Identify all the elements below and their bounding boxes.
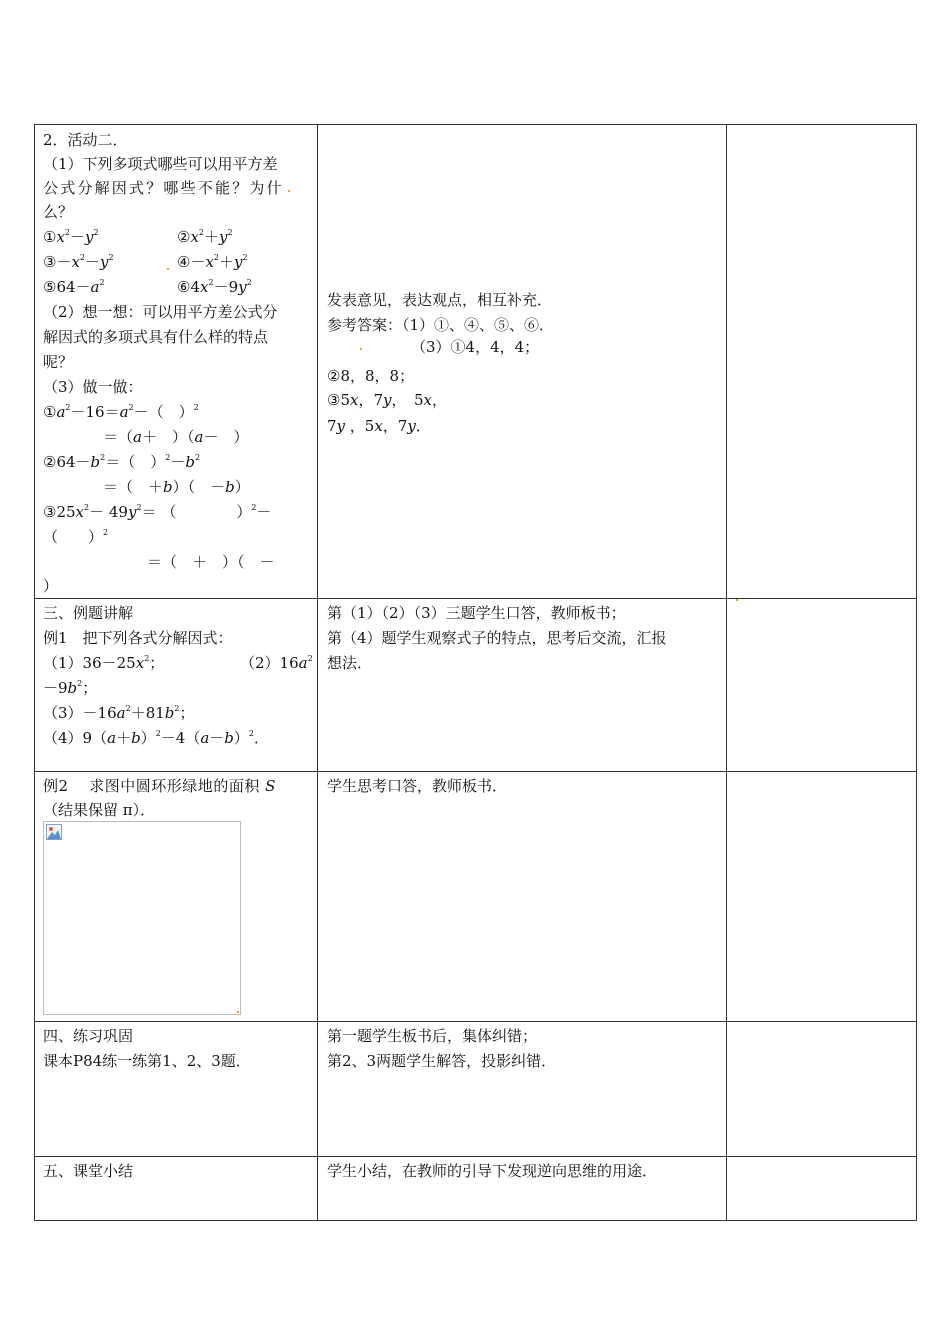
poly-1: $①x^2-y^2$: [43, 228, 99, 246]
row-summary: [35, 1157, 917, 1221]
example1-item2b: $-9b^2$；: [43, 679, 98, 697]
row3-middle-cell: [318, 772, 727, 1022]
q2-line2: 解因式的多项式具有什么样的特点: [43, 328, 269, 346]
stray-mark: [736, 599, 738, 601]
row-examples: [35, 599, 917, 772]
example2-prompt: 例2 求图中圆环形绿地的面积 S: [43, 777, 276, 795]
poly-4: $④-x^2+y^2$: [177, 253, 248, 271]
example2-note: （结果保留 π）．: [43, 801, 156, 819]
exercise-2b: ＝（ ＋b）（ －b）: [103, 478, 250, 496]
example2-method: 学生思考口答，教师板书．: [327, 777, 508, 795]
answer-3-2: ②8，8，8；: [327, 367, 415, 385]
row1-left-cell: [35, 125, 318, 599]
summary-method: 学生小结，在教师的引导下发现逆向思维的用途．: [327, 1162, 658, 1180]
row5-middle-cell: [318, 1157, 727, 1221]
q1-line2: 公式分解因式？哪些不能？为什: [43, 179, 284, 197]
row4-middle-cell: [318, 1022, 727, 1157]
activity-heading: 2．活动二．: [43, 131, 128, 149]
row5-right-cell: [727, 1157, 917, 1221]
poly-5: $⑤64-a^2$: [43, 278, 105, 296]
q1-line1: （1）下列多项式哪些可以用平方差: [43, 155, 278, 173]
stray-mark: [167, 268, 169, 270]
broken-image-icon: [46, 824, 62, 840]
row3-left-cell: [35, 772, 318, 1022]
ring-figure-image: [43, 821, 241, 1015]
row5-left-cell: [35, 1157, 318, 1221]
answer-3-1: （3）①4，4，4；: [411, 338, 540, 356]
row4-left-cell: [35, 1022, 318, 1157]
discussion-note: 发表意见，表达观点，相互补充．: [327, 291, 553, 309]
practice-assignment: 课本P84练一练第1、2、3题．: [43, 1052, 251, 1070]
example1-method-3: 想法．: [327, 654, 373, 672]
example1-method-2: 第（4）题学生观察式子的特点，思考后交流，汇报: [327, 629, 667, 647]
poly-2: $②x^2+y^2$: [177, 228, 233, 246]
exercise-3a: $③25x^2- 49y^2=$ （ ）$^2$－: [43, 503, 272, 521]
answer-3-3b: 7y ，5x，7y．: [327, 417, 431, 435]
answer-1: 参考答案：（1）①、④、⑤、⑥．: [327, 316, 555, 334]
exercise-1b: ＝（a＋ ）（a－ ）: [103, 428, 249, 446]
example1-item2a: $(2)16a^2$: [240, 654, 313, 672]
row4-right-cell: [727, 1022, 917, 1157]
q2-line1: （2）想一想：可以用平方差公式分: [43, 303, 278, 321]
stray-mark: [360, 348, 362, 350]
poly-3: $③-x^2-y^2$: [43, 253, 114, 271]
stray-mark: [288, 190, 290, 192]
row2-middle-cell: [318, 599, 727, 772]
row-activity-two: [35, 125, 917, 599]
stray-mark: [237, 1011, 239, 1013]
row1-middle-cell: [318, 125, 727, 599]
section-examples-title: 三、例题讲解: [43, 604, 134, 622]
exercise-1a: $①a^2-16=a^2-$（ ）$^2$: [43, 403, 199, 421]
row1-right-cell: [727, 125, 917, 599]
example1-method-1: 第（1）（2）（3）三题学生口答，教师板书；: [327, 604, 626, 622]
example1-item1: $(1)36-25x^2$；: [43, 654, 165, 672]
lesson-plan-table: [34, 124, 917, 1221]
row3-right-cell: [727, 772, 917, 1022]
q2-line3: 呢？: [43, 353, 74, 371]
example1-item4: $(4)9(a+b)^2-4(a-b)^2$．: [43, 729, 270, 747]
practice-method-1: 第一题学生板书后，集体纠错；: [327, 1027, 538, 1045]
poly-6: $⑥4x^2-9y^2$: [177, 278, 252, 296]
practice-method-2: 第2、3两题学生解答，投影纠错．: [327, 1052, 557, 1070]
row2-left-cell: [35, 599, 318, 772]
section-summary-title: 五、课堂小结: [43, 1162, 134, 1180]
exercise-3c: ＝（ ＋ ）（ －: [147, 553, 275, 571]
example1-prompt: 例1 把下列各式分解因式：: [43, 629, 233, 647]
exercise-3b: （ ）$^2$: [43, 528, 109, 546]
answer-3-3a: ③5x，7y， 5x，: [327, 391, 448, 409]
q3-heading: （3）做一做：: [43, 378, 143, 396]
exercise-3d: ）: [43, 577, 59, 595]
example1-item3: $(3)-16a^2+81b^2$；: [43, 704, 195, 722]
q1-line3: 么？: [43, 203, 74, 221]
row2-right-cell: [727, 599, 917, 772]
row-practice: [35, 1022, 917, 1157]
section-practice-title: 四、练习巩固: [43, 1027, 134, 1045]
row-example-two: [35, 772, 917, 1022]
exercise-2a: $②64-b^2=$（ ）$^2-b^2$: [43, 453, 201, 471]
